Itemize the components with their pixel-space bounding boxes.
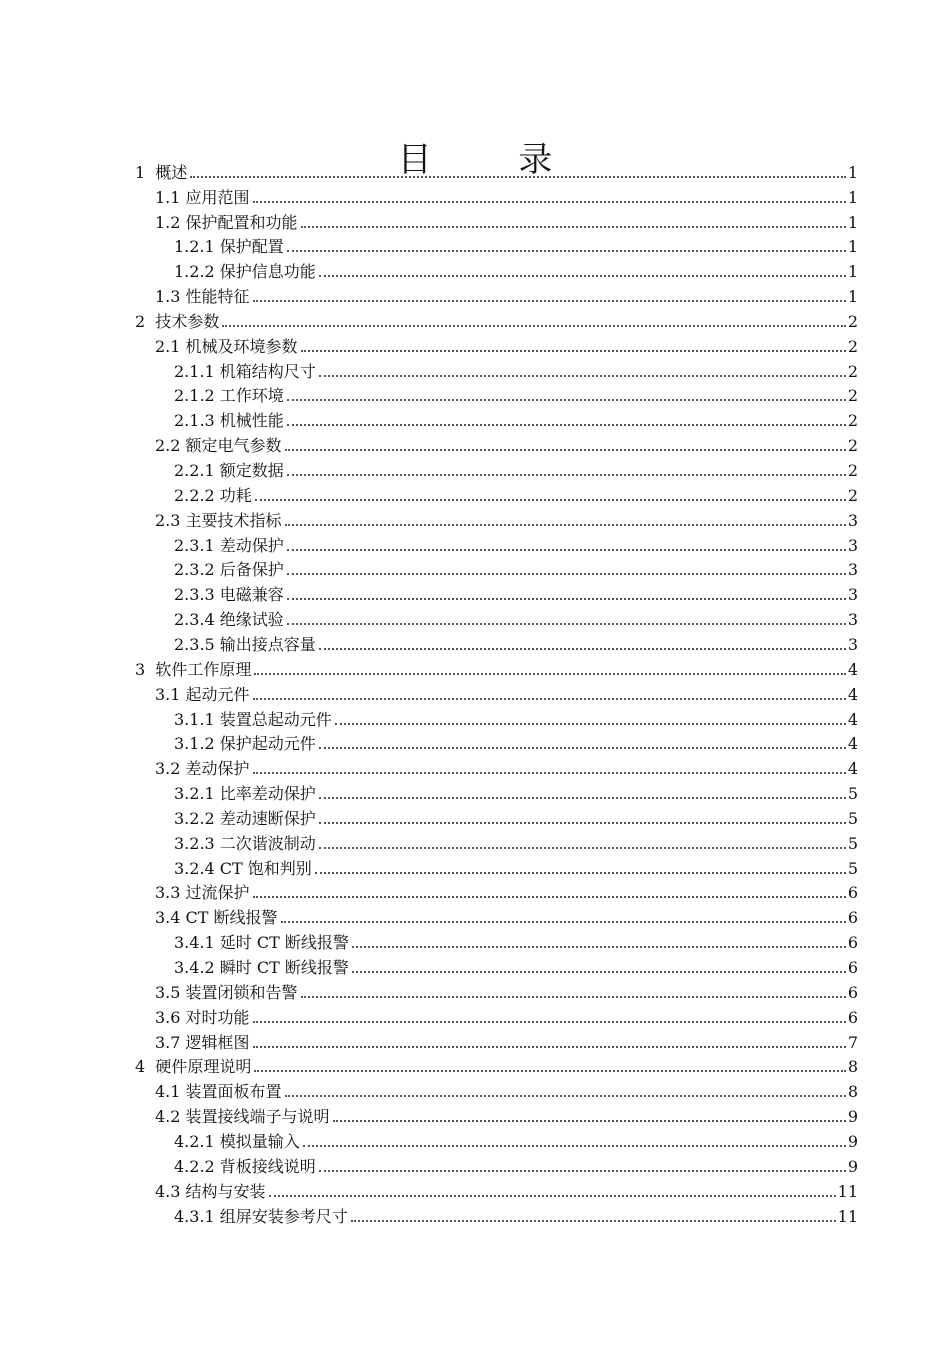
- toc-entry-page-number: 9: [847, 1156, 858, 1176]
- toc-entry-page-number: 1: [847, 212, 858, 232]
- toc-entry-page-number: 2: [847, 485, 858, 505]
- toc-entry-label: 组屏安装参考尺寸: [219, 1206, 348, 1226]
- toc-entry-label: 硬件原理说明: [155, 1057, 252, 1077]
- toc-entry-number: 4.3.1: [174, 1206, 220, 1226]
- toc-entry[interactable]: [174, 408, 858, 433]
- toc-entry-label: 装置闭锁和告警: [185, 982, 298, 1002]
- toc-entry[interactable]: [155, 333, 858, 358]
- toc-entry-label: 功耗: [219, 485, 252, 505]
- toc-entry-number: 3.1.1: [174, 709, 220, 729]
- toc-entry-number: 2.3: [155, 510, 186, 530]
- toc-entry-number: 2.2.2: [174, 485, 220, 505]
- toc-entry-label: 过流保护: [185, 883, 250, 903]
- toc-entry-page-number: 5: [847, 833, 858, 853]
- dot-leader: [301, 225, 846, 228]
- dot-leader: [287, 249, 846, 252]
- dot-leader: [254, 672, 845, 675]
- toc-entry-number: 3.2.2: [174, 808, 220, 828]
- toc-entry[interactable]: [155, 681, 858, 706]
- toc-entry-number: 2: [135, 311, 156, 331]
- toc-entry-label: 机械性能: [219, 411, 284, 431]
- toc-entry[interactable]: [155, 1004, 858, 1029]
- dot-leader: [315, 871, 846, 874]
- toc-entry-number: 1.2.1: [174, 237, 220, 257]
- toc-entry-page-number: 3: [847, 560, 858, 580]
- toc-entry-page-number: 7: [847, 1032, 858, 1052]
- toc-entry-number: 3.4: [155, 908, 186, 928]
- toc-entry-label: 瞬时 CT 断线报警: [219, 958, 349, 978]
- toc-entry[interactable]: [155, 1103, 858, 1128]
- toc-entry-page-number: 2: [847, 311, 858, 331]
- dot-leader: [301, 349, 846, 352]
- toc-entry[interactable]: [155, 283, 858, 308]
- toc-entry-page-number: 8: [847, 1057, 858, 1077]
- toc-entry-number: 4.2.1: [174, 1131, 220, 1151]
- toc-entry-page-number: 6: [847, 883, 858, 903]
- dot-leader: [285, 448, 846, 451]
- dot-leader: [253, 299, 846, 302]
- dot-leader: [319, 796, 846, 799]
- toc-entry[interactable]: [135, 308, 858, 333]
- toc-entry[interactable]: [174, 1153, 858, 1178]
- dot-leader: [287, 423, 846, 426]
- toc-entry-number: 3.4.1: [174, 933, 220, 953]
- toc-entry-page-number: 9: [847, 1131, 858, 1151]
- toc-entry-page-number: 4: [847, 759, 858, 779]
- toc-entry-page-number: 2: [847, 361, 858, 381]
- toc-entry-page-number: 4: [847, 659, 858, 679]
- dot-leader: [253, 697, 846, 700]
- toc-entry-page-number: 4: [847, 684, 858, 704]
- toc-entry[interactable]: [174, 731, 858, 756]
- toc-entry-number: 1.1: [155, 187, 186, 207]
- toc-entry-page-number: 5: [847, 784, 858, 804]
- toc-entry-page-number: 1: [847, 287, 858, 307]
- toc-entry-number: 3.2.4: [174, 858, 220, 878]
- toc-entry-page-number: 8: [847, 1082, 858, 1102]
- toc-entry-number: 3.7: [155, 1032, 186, 1052]
- dot-leader: [351, 1219, 836, 1222]
- toc-entry[interactable]: [174, 358, 858, 383]
- toc-entry-page-number: 3: [847, 585, 858, 605]
- toc-entry-page-number: 4: [847, 709, 858, 729]
- toc-entry-label: 额定电气参数: [185, 436, 282, 456]
- toc-entry-page-number: 2: [847, 411, 858, 431]
- toc-entry[interactable]: [155, 1029, 858, 1054]
- toc-entry-number: 2.1.2: [174, 386, 220, 406]
- toc-entry-label: 后备保护: [219, 560, 284, 580]
- toc-entry[interactable]: [174, 805, 858, 830]
- toc-entry-label: 主要技术指标: [185, 510, 282, 530]
- toc-entry[interactable]: [155, 979, 858, 1004]
- toc-entry[interactable]: [135, 159, 858, 184]
- dot-leader: [287, 597, 846, 600]
- toc-entry-page-number: 3: [847, 535, 858, 555]
- toc-entry[interactable]: [135, 1054, 858, 1079]
- toc-entry[interactable]: [174, 631, 858, 656]
- toc-entry-number: 2.2: [155, 436, 186, 456]
- toc-entry-page-number: 6: [847, 933, 858, 953]
- dot-leader: [319, 274, 846, 277]
- toc-entry-page-number: 6: [847, 958, 858, 978]
- toc-entry-number: 3.2: [155, 759, 186, 779]
- dot-leader: [352, 970, 846, 973]
- toc-entry-number: 3.3: [155, 883, 186, 903]
- toc-entry-label: 起动元件: [185, 684, 250, 704]
- toc-entry[interactable]: [174, 606, 858, 631]
- toc-entry-label: 工作环境: [219, 386, 284, 406]
- toc-entry-number: 2.1: [155, 336, 186, 356]
- dot-leader: [253, 1020, 846, 1023]
- dot-leader: [287, 398, 846, 401]
- toc-entry-label: 结构与安装: [185, 1181, 266, 1201]
- toc-entry-page-number: 9: [847, 1107, 858, 1127]
- toc-entry-page-number: 1: [847, 187, 858, 207]
- toc-entry[interactable]: [155, 209, 858, 234]
- toc-entry[interactable]: [174, 780, 858, 805]
- dot-leader: [335, 722, 846, 725]
- dot-leader: [301, 995, 846, 998]
- toc-entry-page-number: 3: [847, 634, 858, 654]
- dot-leader: [303, 1144, 846, 1147]
- toc-entry[interactable]: [155, 1178, 858, 1203]
- toc-entry-label: 软件工作原理: [155, 659, 252, 679]
- toc-entry-label: 保护配置: [219, 237, 284, 257]
- toc-entry-label: 差动速断保护: [219, 808, 316, 828]
- toc-entry-page-number: 1: [847, 162, 858, 182]
- toc-entry-label: 应用范围: [185, 187, 250, 207]
- dot-leader: [319, 846, 846, 849]
- toc-entry-label: 差动保护: [219, 535, 284, 555]
- dot-leader: [253, 771, 846, 774]
- toc-entry-number: 3.1.2: [174, 734, 220, 754]
- dot-leader: [333, 1119, 846, 1122]
- toc-entry-page-number: 3: [847, 510, 858, 530]
- dot-leader: [190, 175, 845, 178]
- toc-entry[interactable]: [174, 234, 858, 259]
- dot-leader: [253, 895, 846, 898]
- toc-entry[interactable]: [174, 954, 858, 979]
- toc-entry-number: 4.1: [155, 1082, 186, 1102]
- toc-entry-number: 2.3.4: [174, 610, 220, 630]
- toc-entry[interactable]: [174, 1128, 858, 1153]
- toc-entry-label: 二次谐波制动: [219, 833, 316, 853]
- toc-entry-label: 电磁兼容: [219, 585, 284, 605]
- toc-entry-label: 额定数据: [219, 461, 284, 481]
- dot-leader: [352, 945, 846, 948]
- dot-leader: [287, 548, 846, 551]
- toc-entry-label: 技术参数: [155, 311, 220, 331]
- toc-entry-label: 绝缘试验: [219, 610, 284, 630]
- toc-entry-page-number: 3: [847, 610, 858, 630]
- toc-entry-number: 2.3.1: [174, 535, 220, 555]
- toc-entry-label: 装置总起动元件: [219, 709, 332, 729]
- toc-entry[interactable]: [155, 880, 858, 905]
- dot-leader: [287, 572, 846, 575]
- toc-entry-number: 3.4.2: [174, 958, 220, 978]
- toc-entry-number: 4.3: [155, 1181, 186, 1201]
- toc-entry[interactable]: [174, 532, 858, 557]
- toc-entry-label: CT 断线报警: [185, 908, 278, 928]
- toc-entry-number: 1.3: [155, 287, 186, 307]
- toc-entry-page-number: 1: [847, 237, 858, 257]
- toc-entry-page-number: 2: [847, 336, 858, 356]
- toc-entry[interactable]: [155, 507, 858, 532]
- toc-entry-number: 2.3.3: [174, 585, 220, 605]
- toc-entry-page-number: 1: [847, 262, 858, 282]
- toc-entry-page-number: 11: [837, 1206, 858, 1226]
- toc-entry-number: 3.5: [155, 982, 186, 1002]
- dot-leader: [222, 324, 845, 327]
- toc-entry-number: 3.1: [155, 684, 186, 704]
- dot-leader: [287, 622, 846, 625]
- toc-entry[interactable]: [174, 258, 858, 283]
- toc-entry-page-number: 2: [847, 461, 858, 481]
- toc-entry-number: 3: [135, 659, 156, 679]
- toc-entry-page-number: 6: [847, 908, 858, 928]
- dot-leader: [255, 498, 846, 501]
- toc-entry-label: 性能特征: [185, 287, 250, 307]
- toc-entry[interactable]: [155, 1078, 858, 1103]
- toc-entry-label: 保护起动元件: [219, 734, 316, 754]
- toc-entry-label: 模拟量输入: [219, 1131, 300, 1151]
- toc-entry-number: 3.6: [155, 1007, 186, 1027]
- toc-entry-label: 机械及环境参数: [185, 336, 298, 356]
- toc-entry-label: 差动保护: [185, 759, 250, 779]
- toc-entry-page-number: 11: [837, 1181, 858, 1201]
- toc-entry-number: 2.3.5: [174, 634, 220, 654]
- toc-entry[interactable]: [155, 905, 858, 930]
- toc-entry-number: 2.3.2: [174, 560, 220, 580]
- dot-leader: [319, 821, 846, 824]
- toc-entry-label: 逻辑框图: [185, 1032, 250, 1052]
- toc-entry-page-number: 6: [847, 1007, 858, 1027]
- toc-entry-number: 2.1.1: [174, 361, 220, 381]
- toc-entry[interactable]: [174, 383, 858, 408]
- dot-leader: [287, 473, 846, 476]
- dot-leader: [285, 1094, 846, 1097]
- toc-entry[interactable]: [174, 482, 858, 507]
- toc-entry[interactable]: [135, 656, 858, 681]
- toc-entry-number: 3.2.3: [174, 833, 220, 853]
- toc-entry[interactable]: [155, 184, 858, 209]
- toc-entry[interactable]: [155, 755, 858, 780]
- toc-entry[interactable]: [174, 830, 858, 855]
- toc-entry-label: 概述: [155, 162, 188, 182]
- dot-leader: [253, 200, 846, 203]
- toc-entry-number: 2.1.3: [174, 411, 220, 431]
- toc-entry-page-number: 6: [847, 982, 858, 1002]
- toc-entry-number: 4.2: [155, 1107, 186, 1127]
- toc-entry-number: 4.2.2: [174, 1156, 220, 1176]
- dot-leader: [319, 647, 846, 650]
- toc-entry[interactable]: [174, 929, 858, 954]
- dot-leader: [253, 1045, 846, 1048]
- toc-entry[interactable]: [174, 457, 858, 482]
- toc-entry[interactable]: [174, 855, 858, 880]
- toc-entry-label: 保护配置和功能: [185, 212, 298, 232]
- dot-leader: [319, 746, 846, 749]
- toc-entry-number: 1.2: [155, 212, 186, 232]
- toc-entry-page-number: 5: [847, 858, 858, 878]
- toc-entry-label: 输出接点容量: [219, 634, 316, 654]
- toc-entry[interactable]: [155, 432, 858, 457]
- page-title: 目 录: [397, 139, 591, 180]
- toc-entry-page-number: 2: [847, 436, 858, 456]
- toc-entry-label: 延时 CT 断线报警: [219, 933, 349, 953]
- toc-entry-number: 4: [135, 1057, 156, 1077]
- toc-entry-number: 2.2.1: [174, 461, 220, 481]
- dot-leader: [281, 920, 846, 923]
- toc-entry-label: 装置接线端子与说明: [185, 1107, 330, 1127]
- toc-entry-label: CT 饱和判别: [219, 858, 312, 878]
- toc-entry-page-number: 2: [847, 386, 858, 406]
- toc-entry-page-number: 5: [847, 808, 858, 828]
- dot-leader: [269, 1194, 836, 1197]
- toc-entry-label: 对时功能: [185, 1007, 250, 1027]
- toc-entry-number: 1: [135, 162, 156, 182]
- toc-entry-label: 机箱结构尺寸: [219, 361, 316, 381]
- toc-entry-label: 比率差动保护: [219, 784, 316, 804]
- toc-entry-number: 3.2.1: [174, 784, 220, 804]
- dot-leader: [319, 1169, 846, 1172]
- toc-entry[interactable]: [174, 706, 858, 731]
- toc-entry[interactable]: [174, 581, 858, 606]
- toc-entry[interactable]: [174, 1203, 858, 1228]
- toc-entry-label: 背板接线说明: [219, 1156, 316, 1176]
- dot-leader: [319, 374, 846, 377]
- toc-entry-number: 1.2.2: [174, 262, 220, 282]
- dot-leader: [254, 1069, 845, 1072]
- toc-entry-label: 装置面板布置: [185, 1082, 282, 1102]
- toc-entry-page-number: 4: [847, 734, 858, 754]
- dot-leader: [285, 523, 846, 526]
- toc-entry[interactable]: [174, 557, 858, 582]
- toc-entry-label: 保护信息功能: [219, 262, 316, 282]
